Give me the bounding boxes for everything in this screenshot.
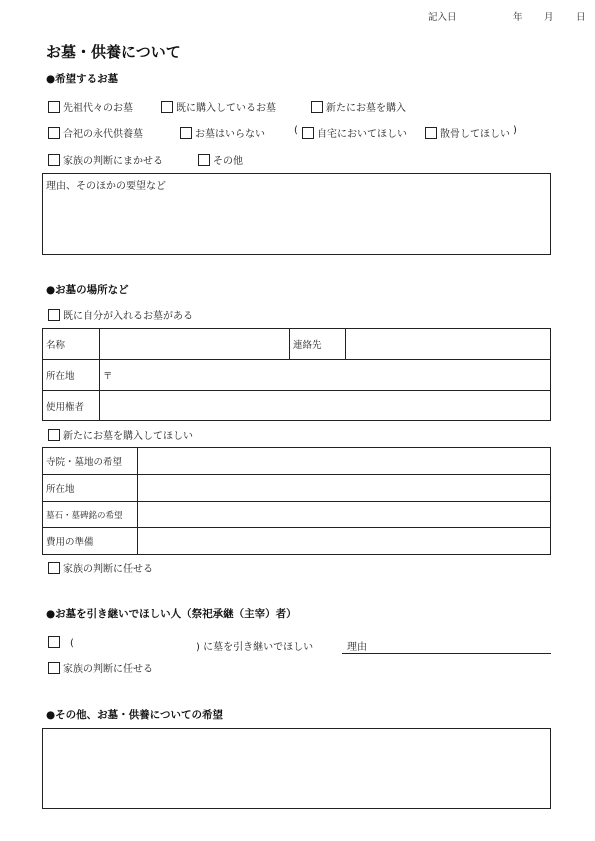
checkbox[interactable]	[311, 101, 323, 113]
option-ancestral-grave[interactable]: 先祖代々のお墓	[48, 99, 133, 114]
section-heading-place: ●お墓の場所など	[46, 284, 129, 296]
checkbox[interactable]	[48, 562, 60, 574]
option-no-grave[interactable]: お墓はいらない	[180, 125, 265, 140]
option-successor[interactable]	[48, 636, 63, 648]
option-purchased-grave[interactable]: 既に購入しているお墓	[161, 99, 276, 114]
checkbox[interactable]	[48, 309, 60, 321]
other-wishes-textarea[interactable]	[42, 728, 551, 809]
paren-open: (	[294, 125, 298, 136]
option-scatter-ashes[interactable]: 散骨してほしい	[425, 125, 510, 140]
checkbox[interactable]	[48, 662, 60, 674]
successor-name-field[interactable]	[78, 634, 193, 650]
date-year-label: 年	[513, 12, 523, 23]
checkbox[interactable]	[161, 101, 173, 113]
checkbox[interactable]	[48, 154, 60, 166]
paren-close: )	[513, 125, 517, 136]
option-keep-at-home[interactable]: 自宅においてほしい	[302, 125, 407, 140]
checkbox[interactable]	[198, 154, 210, 166]
reason-label: 理由、そのほかの要望など	[46, 181, 166, 192]
temple-label: 寺院・墓地の希望	[43, 448, 138, 475]
option-family-entrust[interactable]: 家族の判断に任せる	[48, 560, 153, 575]
cost-label: 費用の準備	[43, 528, 138, 555]
contact-field[interactable]	[346, 329, 551, 360]
location-label: 所在地	[43, 475, 138, 502]
temple-field[interactable]	[138, 448, 551, 475]
successor-reason-field[interactable]	[342, 637, 551, 654]
address-label: 所在地	[43, 360, 100, 391]
new-grave-table	[42, 447, 551, 555]
checkbox[interactable]	[48, 636, 60, 648]
option-new-grave[interactable]: 新たにお墓を購入	[311, 99, 406, 114]
successor-reason-label: 理由	[347, 642, 367, 653]
option-buy-new-grave[interactable]: 新たにお墓を購入してほしい	[48, 427, 193, 442]
option-successor-family[interactable]: 家族の判断に任せる	[48, 660, 153, 675]
successor-paren-open: (	[70, 638, 74, 649]
date-day-label: 日	[576, 12, 586, 23]
user-label: 使用権者	[43, 391, 100, 421]
checkbox[interactable]	[48, 101, 60, 113]
section-heading-successor: ●お墓を引き継いでほしい人（祭祀承継（主宰）者）	[46, 608, 297, 620]
section-heading-wish: ●希望するお墓	[46, 73, 119, 85]
postal-mark: 〒	[103, 371, 113, 382]
option-perpetual-memorial[interactable]: 合祀の永代供養墓	[48, 125, 143, 140]
existing-grave-table	[42, 328, 551, 421]
option-other[interactable]: その他	[198, 152, 243, 167]
name-label: 名称	[43, 329, 100, 360]
location-field[interactable]	[138, 475, 551, 502]
checkbox[interactable]	[48, 127, 60, 139]
successor-text: ) に墓を引き継いでほしい	[196, 642, 314, 653]
option-existing-grave[interactable]: 既に自分が入れるお墓がある	[48, 307, 193, 322]
user-field[interactable]	[100, 391, 551, 421]
checkbox[interactable]	[302, 127, 314, 139]
address-field[interactable]	[100, 360, 551, 391]
checkbox[interactable]	[425, 127, 437, 139]
option-family-decides[interactable]: 家族の判断にまかせる	[48, 152, 163, 167]
gravestone-label: 墓石・墓碑銘の希望	[43, 502, 138, 528]
gravestone-field[interactable]	[138, 502, 551, 528]
checkbox[interactable]	[180, 127, 192, 139]
page-title: お墓・供養について	[46, 43, 181, 61]
checkbox[interactable]	[48, 429, 60, 441]
name-field[interactable]	[100, 329, 290, 360]
section-heading-other: ●その他、お墓・供養についての希望	[46, 709, 223, 721]
contact-label: 連絡先	[290, 329, 346, 360]
cost-field[interactable]	[138, 528, 551, 555]
date-month-label: 月	[544, 12, 554, 23]
reason-textarea[interactable]	[42, 173, 551, 255]
date-label: 記入日	[428, 12, 457, 23]
